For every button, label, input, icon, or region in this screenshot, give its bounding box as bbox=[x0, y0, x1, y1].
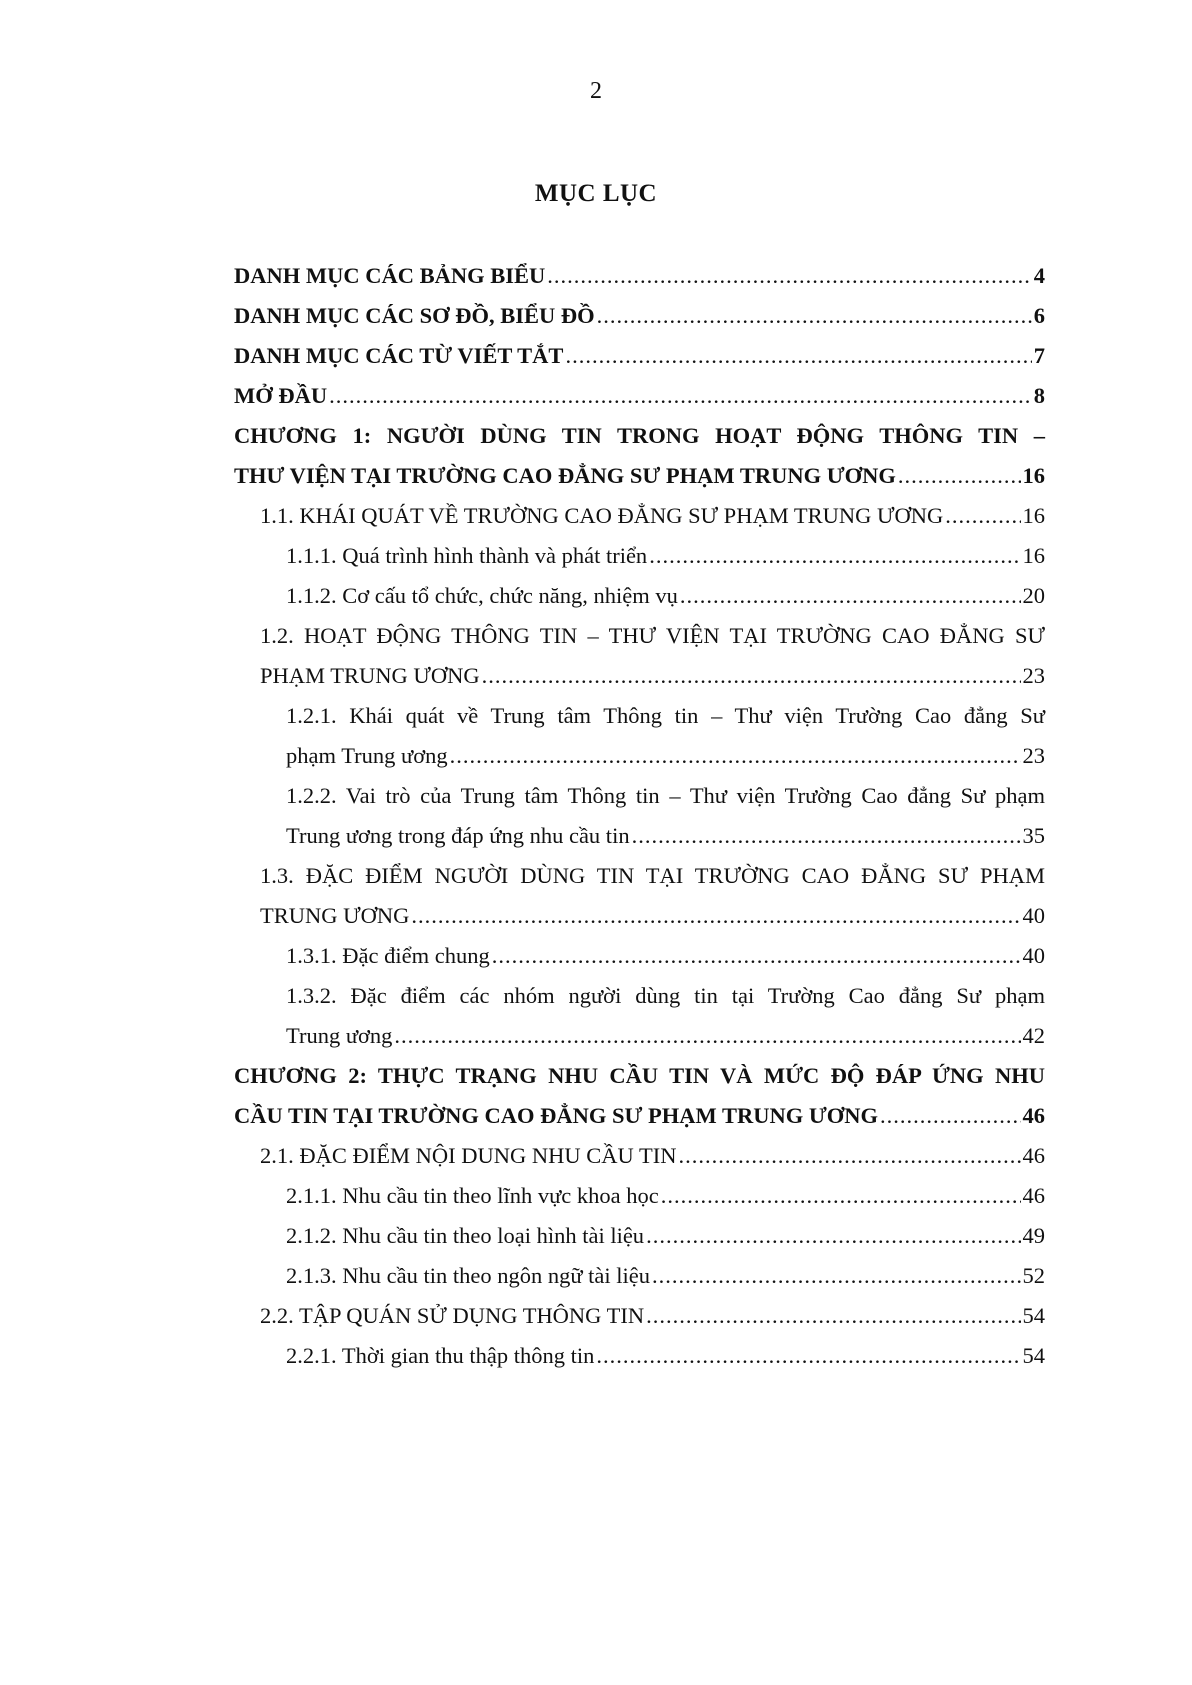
toc-leader-dots bbox=[898, 456, 1021, 496]
toc-entry-first-line[interactable]: CHƯƠNG 1: NGƯỜI DÙNG TIN TRONG HOẠT ĐỘNG THÔNG TIN – bbox=[234, 423, 1045, 448]
toc-entry-page: 46 bbox=[1022, 1103, 1045, 1128]
toc-leader-dots bbox=[661, 1176, 1021, 1216]
toc-entry[interactable] bbox=[260, 496, 1045, 536]
toc-entry[interactable] bbox=[260, 1136, 1045, 1176]
toc-entry-title: PHẠM TRUNG ƯƠNG bbox=[260, 663, 480, 688]
toc-entry-page: 46 bbox=[1022, 1143, 1045, 1168]
toc-entry-page: 35 bbox=[1022, 823, 1045, 848]
toc-entry-page: 23 bbox=[1022, 663, 1045, 688]
toc-entry[interactable] bbox=[286, 816, 1045, 856]
toc-entry-page: 40 bbox=[1022, 943, 1045, 968]
toc-leader-dots bbox=[492, 936, 1021, 976]
toc-entry-title: 2.2.1. Thời gian thu thập thông tin bbox=[286, 1343, 595, 1368]
toc-entry[interactable] bbox=[286, 1016, 1045, 1056]
toc-entry-first-line[interactable]: CHƯƠNG 2: THỰC TRẠNG NHU CẦU TIN VÀ MỨC ĐỘ ĐÁP ỨNG NHU bbox=[234, 1063, 1045, 1088]
toc-entry[interactable] bbox=[286, 936, 1045, 976]
toc-entry[interactable] bbox=[260, 656, 1045, 696]
toc-entry-title: DANH MỤC CÁC TỪ VIẾT TẮT bbox=[234, 343, 564, 368]
toc-entry-page: 23 bbox=[1022, 743, 1045, 768]
toc-leader-dots bbox=[652, 1256, 1020, 1296]
toc-entry-page: 8 bbox=[1033, 383, 1045, 408]
toc-entry-page: 16 bbox=[1022, 463, 1045, 488]
toc-entry-title: phạm Trung ương bbox=[286, 743, 448, 768]
toc-entry-title: Trung ương bbox=[286, 1023, 393, 1048]
toc-entry[interactable] bbox=[286, 736, 1045, 776]
table-of-contents bbox=[234, 256, 1045, 1376]
toc-leader-dots bbox=[394, 1016, 1020, 1056]
toc-leader-dots bbox=[482, 656, 1021, 696]
toc-entry-title: THƯ VIỆN TẠI TRƯỜNG CAO ĐẲNG SƯ PHẠM TRUNG ƯƠNG bbox=[234, 463, 896, 488]
toc-entry-first-line[interactable]: 1.2.2. Vai trò của Trung tâm Thông tin – Thư viện Trường Cao đẳng Sư phạm bbox=[286, 783, 1045, 808]
toc-entry[interactable] bbox=[234, 456, 1045, 496]
toc-entry-title: 1.1.2. Cơ cấu tổ chức, chức năng, nhiệm vụ bbox=[286, 583, 678, 608]
toc-entry[interactable] bbox=[234, 296, 1045, 336]
toc-entry-page: 16 bbox=[1022, 543, 1045, 568]
toc-entry-page: 46 bbox=[1022, 1183, 1045, 1208]
toc-entry-page: 54 bbox=[1022, 1343, 1045, 1368]
toc-entry[interactable] bbox=[286, 1216, 1045, 1256]
toc-entry-title: 1.1. KHÁI QUÁT VỀ TRƯỜNG CAO ĐẲNG SƯ PHẠM TRUNG ƯƠNG bbox=[260, 503, 944, 528]
toc-leader-dots bbox=[649, 536, 1020, 576]
toc-entry[interactable] bbox=[234, 1096, 1045, 1136]
toc-entry[interactable] bbox=[286, 536, 1045, 576]
toc-entry[interactable] bbox=[234, 256, 1045, 296]
toc-entry-title: 2.1.2. Nhu cầu tin theo loại hình tài liệu bbox=[286, 1223, 645, 1248]
toc-title: MỤC LỤC bbox=[534, 180, 658, 207]
toc-entry[interactable] bbox=[260, 896, 1045, 936]
toc-entry[interactable] bbox=[260, 1296, 1045, 1336]
toc-entry-first-line[interactable]: 1.2.1. Khái quát về Trung tâm Thông tin – Thư viện Trường Cao đẳng Sư bbox=[286, 703, 1045, 728]
toc-leader-dots bbox=[945, 496, 1020, 536]
toc-entry-page: 49 bbox=[1022, 1223, 1045, 1248]
toc-entry-page: 42 bbox=[1022, 1023, 1045, 1048]
toc-entry-page: 6 bbox=[1033, 303, 1045, 328]
toc-entry-page: 20 bbox=[1022, 583, 1045, 608]
toc-leader-dots bbox=[597, 296, 1032, 336]
toc-entry[interactable] bbox=[286, 1336, 1045, 1376]
toc-leader-dots bbox=[596, 1336, 1020, 1376]
toc-entry[interactable] bbox=[286, 1256, 1045, 1296]
toc-leader-dots bbox=[329, 376, 1032, 416]
toc-entry[interactable] bbox=[234, 376, 1045, 416]
toc-entry-title: DANH MỤC CÁC SƠ ĐỒ, BIỂU ĐỒ bbox=[234, 303, 595, 328]
toc-leader-dots bbox=[565, 336, 1031, 376]
toc-entry-title: 1.1.1. Quá trình hình thành và phát triển bbox=[286, 543, 648, 568]
page-number: 2 bbox=[590, 78, 602, 104]
toc-leader-dots bbox=[632, 816, 1021, 856]
toc-entry-first-line[interactable]: 1.3.2. Đặc điểm các nhóm người dùng tin tại Trường Cao đẳng Sư phạm bbox=[286, 983, 1045, 1008]
toc-entry-title: 1.3.1. Đặc điểm chung bbox=[286, 943, 490, 968]
toc-entry-title: 2.2. TẬP QUÁN SỬ DỤNG THÔNG TIN bbox=[260, 1303, 645, 1328]
toc-entry-title: MỞ ĐẦU bbox=[234, 383, 328, 408]
toc-entry-page: 40 bbox=[1022, 903, 1045, 928]
toc-leader-dots bbox=[646, 1216, 1020, 1256]
toc-leader-dots bbox=[646, 1296, 1020, 1336]
toc-entry-title: CẦU TIN TẠI TRƯỜNG CAO ĐẲNG SƯ PHẠM TRUNG ƯƠNG bbox=[234, 1103, 878, 1128]
toc-entry-title: 2.1.1. Nhu cầu tin theo lĩnh vực khoa học bbox=[286, 1183, 659, 1208]
toc-entry[interactable] bbox=[286, 1176, 1045, 1216]
toc-leader-dots bbox=[547, 256, 1031, 296]
toc-entry-title: 2.1.3. Nhu cầu tin theo ngôn ngữ tài liệu bbox=[286, 1263, 651, 1288]
toc-entry[interactable] bbox=[234, 336, 1045, 376]
toc-leader-dots bbox=[678, 1136, 1020, 1176]
toc-entry-page: 52 bbox=[1022, 1263, 1045, 1288]
toc-entry-title: DANH MỤC CÁC BẢNG BIỂU bbox=[234, 263, 546, 288]
toc-entry-title: Trung ương trong đáp ứng nhu cầu tin bbox=[286, 823, 630, 848]
toc-entry-first-line[interactable]: 1.3. ĐẶC ĐIỂM NGƯỜI DÙNG TIN TẠI TRƯỜNG CAO ĐẲNG SƯ PHẠM bbox=[260, 863, 1045, 888]
toc-entry[interactable] bbox=[286, 576, 1045, 616]
toc-entry-page: 54 bbox=[1022, 1303, 1045, 1328]
toc-entry-title: TRUNG ƯƠNG bbox=[260, 903, 410, 928]
toc-entry-page: 16 bbox=[1022, 503, 1045, 528]
toc-entry-title: 2.1. ĐẶC ĐIỂM NỘI DUNG NHU CẦU TIN bbox=[260, 1143, 677, 1168]
toc-leader-dots bbox=[680, 576, 1021, 616]
toc-entry-page: 4 bbox=[1033, 263, 1045, 288]
toc-entry-first-line[interactable]: 1.2. HOẠT ĐỘNG THÔNG TIN – THƯ VIỆN TẠI TRƯỜNG CAO ĐẲNG SƯ bbox=[260, 623, 1045, 648]
toc-leader-dots bbox=[880, 1096, 1021, 1136]
toc-entry-page: 7 bbox=[1033, 343, 1045, 368]
toc-leader-dots bbox=[450, 736, 1021, 776]
toc-leader-dots bbox=[411, 896, 1020, 936]
